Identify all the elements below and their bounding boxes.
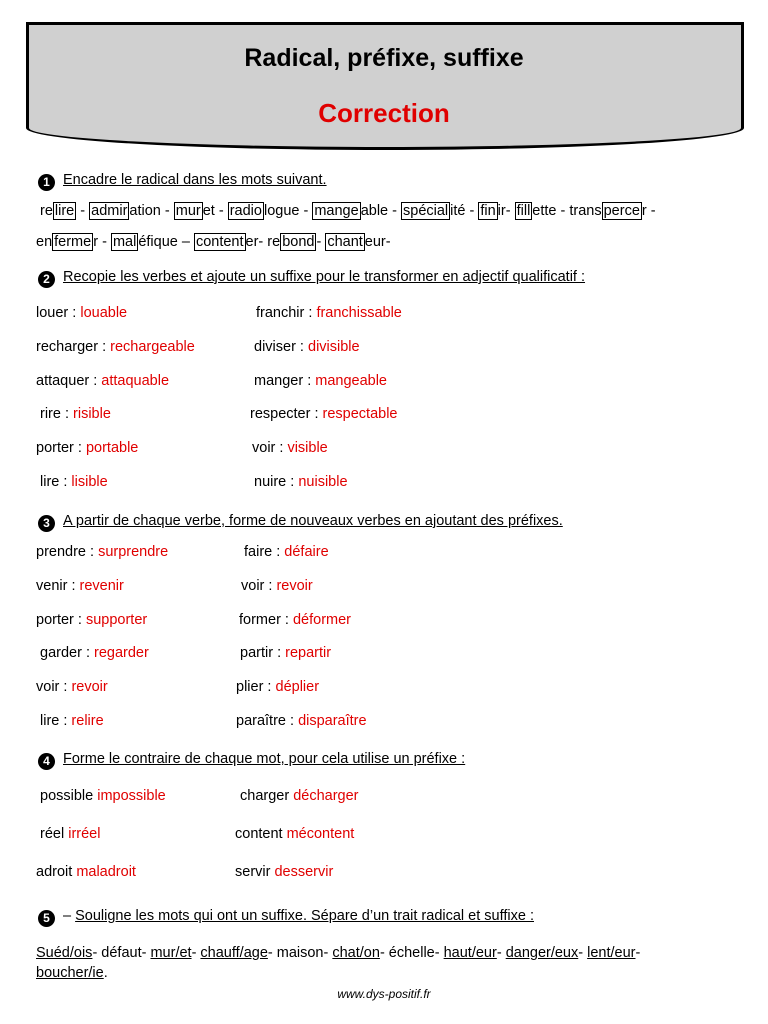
answer-text: repartir bbox=[285, 645, 332, 662]
plain-text: - bbox=[635, 945, 641, 961]
word-suffix: ité - bbox=[450, 203, 479, 219]
word-label: réel bbox=[40, 826, 69, 842]
plain-text: . bbox=[103, 965, 108, 981]
exercise-2-item bbox=[36, 338, 195, 356]
exercise-2-item bbox=[254, 372, 387, 390]
answer-text: relire bbox=[71, 713, 104, 729]
exercise-5-line-2 bbox=[36, 964, 108, 982]
answer-text: revenir bbox=[79, 577, 124, 594]
word-label: garder : bbox=[40, 645, 94, 662]
number-5-badge: 5 bbox=[38, 910, 55, 927]
exercise-3-item bbox=[36, 678, 108, 696]
word-suffix: ette - trans bbox=[532, 203, 602, 219]
exercise-4-heading bbox=[38, 750, 465, 770]
answer-text: attaquable bbox=[101, 372, 170, 389]
word-label: rire : bbox=[40, 406, 74, 423]
underlined-word: Suéd/ois bbox=[36, 945, 93, 961]
exercise-4-item bbox=[40, 825, 100, 843]
plain-text: - échelle- bbox=[379, 945, 444, 961]
exercise-3-item bbox=[240, 644, 331, 662]
word-label: respecter : bbox=[250, 406, 323, 423]
word-label: former : bbox=[239, 611, 293, 628]
word-suffix: r - bbox=[93, 234, 111, 250]
underlined-word: mur/et bbox=[150, 945, 192, 961]
word-label: content bbox=[235, 826, 287, 842]
answer-text: portable bbox=[85, 440, 139, 457]
word-label: adroit bbox=[36, 864, 77, 880]
exercise-5-heading bbox=[38, 907, 534, 927]
answer-text: irréel bbox=[68, 826, 101, 842]
answer-text: respectable bbox=[322, 406, 398, 423]
word-label: porter : bbox=[36, 611, 86, 628]
word-label: prendre : bbox=[36, 544, 99, 560]
word-label: nuire : bbox=[254, 474, 299, 490]
exercise-3-item bbox=[236, 712, 367, 730]
answer-text: revoir bbox=[276, 577, 313, 594]
answer-text: disparaître bbox=[298, 713, 367, 729]
word-suffix: er- re bbox=[245, 234, 281, 250]
underlined-word: chat/on bbox=[332, 945, 380, 961]
plain-text: - bbox=[191, 945, 201, 961]
word-suffix: - bbox=[76, 203, 90, 219]
word-label: recharger : bbox=[36, 338, 111, 355]
boxed-radical: fin bbox=[480, 203, 496, 219]
exercise-5-instruction: Souligne les mots qui ont un suffixe. Sépare d’un trait radical et suffixe : bbox=[75, 908, 534, 924]
boxed-radical: ferme bbox=[54, 234, 92, 250]
exercise-3-item bbox=[239, 611, 351, 629]
word-label: lire : bbox=[40, 474, 72, 490]
exercise-3-item bbox=[36, 543, 168, 561]
exercise-2-item bbox=[254, 338, 360, 356]
boxed-radical: content bbox=[195, 234, 244, 250]
answer-text: défaire bbox=[284, 544, 329, 560]
word-label: voir : bbox=[252, 440, 288, 457]
answer-text: mangeable bbox=[315, 372, 387, 389]
answer-text: franchissable bbox=[316, 305, 402, 321]
word-suffix: ation - bbox=[129, 203, 174, 219]
exercise-2-item bbox=[36, 439, 138, 457]
word-label: manger : bbox=[254, 372, 316, 389]
number-4-badge: 4 bbox=[38, 753, 55, 770]
answer-text: desservir bbox=[274, 864, 334, 880]
word-label: paraître : bbox=[236, 713, 299, 729]
exercise-5-dash: – bbox=[63, 908, 76, 924]
answer-text: visible bbox=[287, 440, 328, 457]
underlined-word: boucher/ie bbox=[36, 965, 104, 981]
underlined-word: danger/eux bbox=[505, 945, 579, 961]
answer-text: rechargeable bbox=[110, 338, 195, 355]
boxed-radical: chant bbox=[327, 234, 363, 250]
answer-text: nuisible bbox=[298, 474, 348, 490]
exercise-3-item bbox=[36, 577, 124, 595]
exercise-5-line-1 bbox=[36, 944, 640, 962]
plain-text: - maison- bbox=[267, 945, 333, 961]
exercise-3-item bbox=[241, 577, 313, 595]
word-suffix: ir- bbox=[497, 203, 515, 219]
word-label: attaquer : bbox=[36, 372, 102, 389]
answer-text: maladroit bbox=[76, 864, 136, 880]
word-prefix: en bbox=[36, 234, 53, 250]
boxed-radical: admir bbox=[91, 203, 128, 219]
exercise-1-line-2 bbox=[36, 233, 391, 251]
word-suffix: able - bbox=[360, 203, 401, 219]
plain-text: - bbox=[496, 945, 506, 961]
word-label: servir bbox=[235, 864, 275, 880]
boxed-radical: perce bbox=[603, 203, 640, 219]
word-suffix: éfique – bbox=[138, 234, 194, 250]
boxed-radical: radio bbox=[229, 203, 262, 219]
exercise-3-item bbox=[36, 611, 147, 629]
exercise-2-item bbox=[256, 304, 402, 322]
exercise-3-instruction: A partir de chaque verbe, forme de nouveaux verbes en ajoutant des préfixes. bbox=[63, 513, 563, 529]
exercise-2-instruction: Recopie les verbes et ajoute un suffixe pour le transformer en adjectif qualificatif : bbox=[63, 269, 586, 285]
boxed-radical: mange bbox=[314, 203, 359, 219]
answer-text: impossible bbox=[97, 788, 166, 804]
exercise-2-item bbox=[36, 372, 169, 390]
boxed-radical: mur bbox=[175, 203, 201, 219]
word-suffix: r - bbox=[641, 203, 656, 219]
answer-text: mécontent bbox=[286, 826, 355, 842]
exercise-3-item bbox=[40, 644, 149, 662]
word-suffix: - bbox=[316, 234, 326, 250]
boxed-radical: mal bbox=[112, 234, 137, 250]
title-banner bbox=[26, 22, 744, 150]
number-2-badge: 2 bbox=[38, 271, 55, 288]
exercise-4-item bbox=[36, 863, 136, 881]
underlined-word: chauff/age bbox=[200, 945, 268, 961]
exercise-2-item bbox=[36, 304, 127, 322]
word-label: partir : bbox=[240, 645, 286, 662]
word-label: voir : bbox=[36, 679, 72, 696]
number-1-badge: 1 bbox=[38, 174, 55, 191]
exercise-2-item bbox=[254, 473, 348, 491]
exercise-4-instruction: Forme le contraire de chaque mot, pour cela utilise un préfixe : bbox=[63, 751, 466, 767]
exercise-1-instruction: Encadre le radical dans les mots suivant. bbox=[63, 172, 327, 188]
word-prefix: re bbox=[40, 203, 53, 219]
exercise-3-item bbox=[236, 678, 319, 696]
word-suffix: et - bbox=[202, 203, 228, 219]
underlined-word: haut/eur bbox=[443, 945, 497, 961]
exercise-3-item bbox=[244, 543, 329, 561]
exercise-1-line-1 bbox=[40, 202, 656, 220]
exercise-2-item bbox=[250, 405, 398, 423]
exercise-3-item bbox=[40, 712, 104, 730]
answer-text: lisible bbox=[71, 474, 108, 490]
exercise-4-item bbox=[235, 863, 333, 881]
page-subtitle: Correction bbox=[318, 98, 450, 128]
word-label: franchir : bbox=[256, 305, 317, 321]
answer-text: louable bbox=[80, 305, 128, 321]
answer-text: décharger bbox=[293, 788, 359, 804]
word-label: louer : bbox=[36, 305, 81, 321]
answer-text: divisible bbox=[308, 338, 360, 355]
answer-text: surprendre bbox=[98, 544, 169, 560]
word-label: possible bbox=[40, 788, 98, 804]
word-label: voir : bbox=[241, 577, 277, 594]
plain-text: - bbox=[578, 945, 588, 961]
answer-text: déformer bbox=[292, 611, 352, 628]
exercise-2-item bbox=[40, 405, 111, 423]
word-label: lire : bbox=[40, 713, 72, 729]
underlined-word: lent/eur bbox=[587, 945, 636, 961]
answer-text: risible bbox=[73, 406, 111, 423]
word-suffix: eur- bbox=[364, 234, 391, 250]
number-3-badge: 3 bbox=[38, 515, 55, 532]
word-label: venir : bbox=[36, 577, 80, 594]
answer-text: regarder bbox=[94, 645, 149, 662]
word-suffix: logue - bbox=[263, 203, 313, 219]
boxed-radical: lire bbox=[54, 203, 75, 219]
exercise-3-heading bbox=[38, 512, 563, 532]
word-label: plier : bbox=[236, 679, 276, 696]
page-title: Radical, préfixe, suffixe bbox=[244, 44, 524, 72]
answer-text: revoir bbox=[71, 679, 108, 696]
boxed-radical: spécial bbox=[403, 203, 449, 219]
exercise-4-item bbox=[235, 825, 354, 843]
word-label: faire : bbox=[244, 544, 285, 560]
exercise-2-item bbox=[252, 439, 328, 457]
plain-text: - défaut- bbox=[92, 945, 151, 961]
footer-url: www.dys-positif.fr bbox=[337, 987, 431, 1001]
word-label: porter : bbox=[36, 440, 86, 457]
exercise-4-item bbox=[240, 787, 359, 805]
exercise-2-heading bbox=[38, 268, 585, 288]
boxed-radical: fill bbox=[516, 203, 531, 219]
word-label: charger bbox=[240, 788, 294, 804]
exercise-1-heading bbox=[38, 171, 327, 191]
answer-text: supporter bbox=[85, 611, 148, 628]
exercise-4-item bbox=[40, 787, 166, 805]
answer-text: déplier bbox=[275, 679, 320, 696]
exercise-2-item bbox=[40, 473, 108, 491]
word-label: diviser : bbox=[254, 338, 308, 355]
boxed-radical: bond bbox=[282, 234, 315, 250]
